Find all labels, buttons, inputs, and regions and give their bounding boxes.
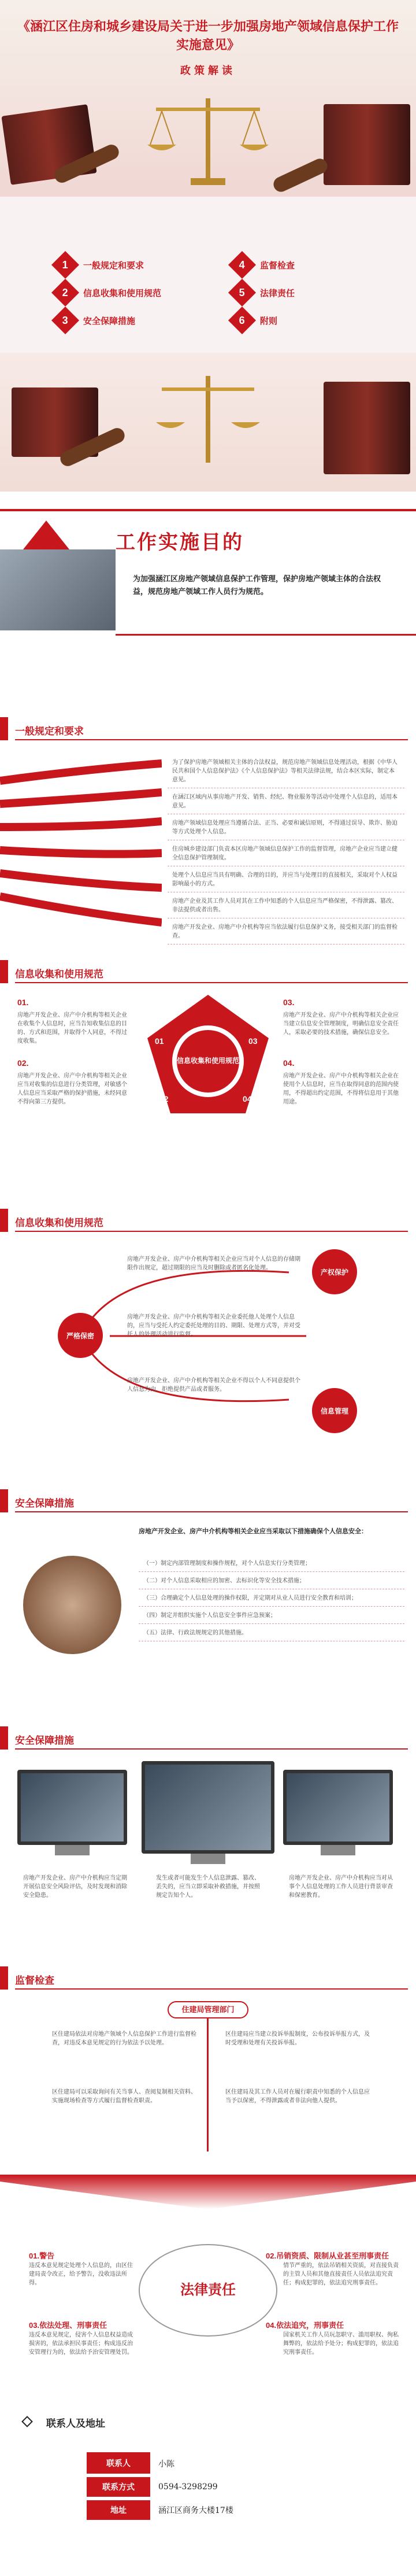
section-header-collect-2: 信息收集和使用规范: [0, 1209, 416, 1232]
contact-value: 涵江区商务大楼17楼: [158, 2506, 233, 2515]
contact-key: 联系方式: [87, 2475, 150, 2499]
supervise-item-2: 区住建局可以采取询问有关当事人、查阅复制相关资料、实施现场检查等方式履行监督检查职责。: [52, 2089, 196, 2104]
safety-item-4: （四）制定并组织实施个人信息安全事件应急预案；: [139, 1608, 404, 1624]
gavel-circle-image: [23, 1556, 121, 1654]
contact-row: [87, 2475, 242, 2499]
pent-num-1: 01: [155, 1036, 164, 1046]
liability-text-2: 情节严重的，依法吊销相关资质，对直接负责的主管人员和其他直接责任人员依法追究责任；构成犯罪的，依法追究刑事责任。: [283, 2263, 399, 2286]
general-para-2: 在涵江区域内从事房地产开发、销售、经纪、物业服务等活动中处理个人信息的，适用本意见。: [168, 789, 404, 814]
supervise-item-4: 区住建局及其工作人员对在履行职责中知悉的个人信息应当予以保密，不得泄露或者非法向他人提供。: [225, 2089, 370, 2104]
general-para-1: 为了保护房地产领域相关主体的合法权益，规范房地产领域信息处理活动，根据《中华人民共和国个人信息保护法》《个人信息保护法》等相关法律法规，结合本区实际，制定本意见。: [168, 755, 404, 788]
liability-header-band: [0, 2175, 416, 2209]
monitor-image-2: [142, 1761, 274, 1854]
scale-of-justice-image: [144, 87, 272, 191]
contact-row: [87, 2452, 242, 2475]
monitor-image-1: [17, 1770, 127, 1845]
handshake-image: [0, 549, 116, 630]
collect-num-1: 01.: [17, 998, 29, 1007]
badge-info-manage: 信息管理: [312, 1388, 357, 1433]
collect2-para-2: 房地产开发企业、房产中介机构等相关企业委托他人处理个人信息的，应当与受托人约定委托处理的目的、期限、处理方式等，并对受托人的处理活动进行监督。: [127, 1314, 300, 1338]
general-para-4: 住房城乡建设部门负责本区房地产领域信息保护工作的监督管理，房地产企业应当建立健全信息保护管理制度。: [168, 842, 404, 866]
collect-text-1: 房地产开发企业、房产中介机构等相关企业在收集个人信息时，应当告知收集信息的目的、方式和范围，并取得个人同意，不得过度收集。: [17, 1012, 127, 1045]
timeline-line: [207, 2018, 209, 2151]
law-books-image-right: [324, 104, 410, 185]
toc-item-1[interactable]: 1 一般规定和要求: [55, 254, 144, 275]
liability-text-3: 违反本意见规定，侵害个人信息权益造成损害的，依法承担民事责任；构成违反治安管理行为的，依法给予治安管理处罚。: [29, 2332, 133, 2356]
toc-item-2[interactable]: 2 信息收集和使用规范: [55, 282, 161, 303]
section-header-supervise: 监督检查: [0, 1966, 416, 1990]
supervise-item-3: 区住建局应当建立投诉举报制度，公布投诉举报方式，及时受理和处理有关投诉举报。: [225, 2031, 370, 2046]
general-para-5: 处理个人信息应当具有明确、合理的目的，并应当与处理目的直接相关，采取对个人权益影响最小的方式。: [168, 868, 404, 892]
contact-key: 地址: [87, 2499, 150, 2522]
toc-item-6[interactable]: 6 附则: [232, 310, 277, 331]
toc-item-5[interactable]: 5 法律责任: [232, 282, 295, 303]
collect2-para-3: 房地产开发企业、房产中介机构等相关企业不得以个人不同意提供个人信息为由，拒绝提供产品或者服务。: [127, 1378, 300, 1393]
scale-icon: [156, 370, 260, 474]
contact-value: 0594-3298299: [158, 2482, 218, 2492]
badge-property: 产权保护: [312, 1249, 357, 1294]
general-para-6: 房地产企业及其工作人员对其在工作中知悉的个人信息应当严格保密，不得泄露、篡改、非法提供或者出售。: [168, 894, 404, 918]
safety-item-2: （二）对个人信息采取相应的加密、去标识化等安全技术措施；: [139, 1573, 404, 1589]
general-para-7: 房地产开发企业、房地产中介机构等应当依法履行信息保护义务，接受相关部门的监督检查。: [168, 920, 404, 944]
safety-card-1: 房地产开发企业、房产中介机构应当定期开展信息安全风险评估，及时发现和消除安全隐患。: [23, 1875, 127, 1899]
supervise-dept-pill: 住建局管理部门: [168, 2001, 248, 2018]
collect-text-2: 房地产开发企业、房产中介机构等相关企业应当对收集的信息进行分类管理，对敏感个人信息应当采取严格的保护措施，未经同意不得向第三方提供。: [17, 1073, 127, 1105]
contact-value: 小陈: [158, 2460, 174, 2469]
safety-item-1: （一）制定内部管理制度和操作规程，对个人信息实行分类管理；: [139, 1556, 404, 1572]
safety-card-2: 发生或者可能发生个人信息泄露、篡改、丢失的，应当立即采取补救措施，并按照规定告知个人。: [156, 1875, 260, 1899]
safety-intro: 房地产开发企业、房产中介机构等相关企业应当采取以下措施确保个人信息安全：: [139, 1528, 367, 1535]
pent-num-3: 03: [248, 1036, 258, 1046]
liability-center-oval: 法律责任: [139, 2244, 277, 2337]
collect-num-4: 04.: [283, 1058, 295, 1068]
badge-severity: 严格保密: [58, 1313, 103, 1358]
section-header-general: 一般规定和要求: [0, 717, 416, 740]
safety-item-3: （三）合理确定个人信息处理的操作权限，并定期对从业人员进行安全教育和培训；: [139, 1590, 404, 1607]
purpose-title: 工作实施目的: [116, 532, 244, 553]
monitor-image-3: [283, 1770, 393, 1845]
law-banner-image: [0, 353, 416, 492]
table-of-contents: [0, 197, 416, 353]
contact-row: [87, 2499, 242, 2522]
toc-item-3[interactable]: 3 安全保障措施: [55, 310, 135, 331]
collect-text-4: 房地产开发企业、房产中介机构等相关企业在使用个人信息时，应当在取得同意的范围内使用，不得超出约定范围，不得将信息用于其他用途。: [283, 1073, 399, 1105]
pent-num-2: 02: [159, 1094, 169, 1104]
section-header-collect: 信息收集和使用规范: [0, 960, 416, 983]
decor-triangle: [23, 521, 69, 549]
collect-num-2: 02.: [17, 1058, 29, 1068]
section-header-safety-2: 安全保障措施: [0, 1726, 416, 1750]
page-title: 《涵江区住房和城乡建设局关于进一步加强房地产领域信息保护工作实施意见》: [17, 19, 399, 52]
toc-item-4[interactable]: 4 监督检查: [232, 254, 295, 275]
hero-banner: [0, 0, 416, 197]
page-subtitle: 政策解读: [180, 65, 236, 77]
collect2-para-1: 房地产开发企业、房产中介机构等相关企业应当对个人信息的存储期限作出规定，超过期限的应当及时删除或者匿名化处理。: [127, 1256, 300, 1271]
liability-title-1: 01.警告: [29, 2252, 55, 2260]
safety-item-5: （五）法律、行政法规规定的其他措施。: [139, 1625, 404, 1641]
collect-num-3: 03.: [283, 998, 295, 1007]
contact-title: 联系人及地址: [46, 2418, 105, 2429]
supervise-item-1: 区住建局依法对房地产领域个人信息保护工作进行监督检查，对违反本意见规定的行为依法予以处理。: [52, 2031, 196, 2046]
contact-diamond-icon: [21, 2416, 33, 2427]
pent-num-4: 04: [243, 1094, 252, 1104]
safety-card-3: 房地产开发企业、房产中介机构应当对从事个人信息处理的工作人员进行背景审查和保密教育。: [289, 1875, 393, 1899]
contact-table: [87, 2452, 242, 2523]
liability-title-4: 04.依法追究，刑事责任: [266, 2321, 344, 2330]
liability-text-1: 违反本意见规定处理个人信息的，由区住建局责令改正，给予警告，没收违法所得。: [29, 2263, 133, 2286]
liability-title-3: 03.依法处理、刑事责任: [29, 2321, 107, 2330]
collect-center-label: 信息收集和使用规范: [176, 1057, 239, 1065]
red-ribbon-decoration: [0, 758, 162, 931]
purpose-text: 为加强涵江区房地产领域信息保护工作管理，保护房地产领域主体的合法权益，规范房地产领域工作人员行为规范。: [133, 574, 381, 596]
section-header-safety: 安全保障措施: [0, 1489, 416, 1512]
gavel-image-right: [271, 156, 330, 194]
purpose-section: [0, 497, 416, 648]
general-para-3: 房地产领域信息处理应当遵循合法、正当、必要和诚信原则，不得通过误导、欺诈、胁迫等方式处理个人信息。: [168, 815, 404, 840]
liability-title-2: 02.吊销资质、限制从业甚至刑事责任: [266, 2252, 389, 2260]
contact-key: 联系人: [87, 2452, 150, 2475]
liability-text-4: 国家机关工作人员玩忽职守、滥用职权、徇私舞弊的，依法给予处分；构成犯罪的，依法追究刑事责任。: [283, 2332, 399, 2356]
collect-text-3: 房地产开发企业、房产中介机构等相关企业应当建立信息安全管理制度，明确信息安全责任人，采取必要的技术措施，确保信息安全。: [283, 1012, 399, 1036]
